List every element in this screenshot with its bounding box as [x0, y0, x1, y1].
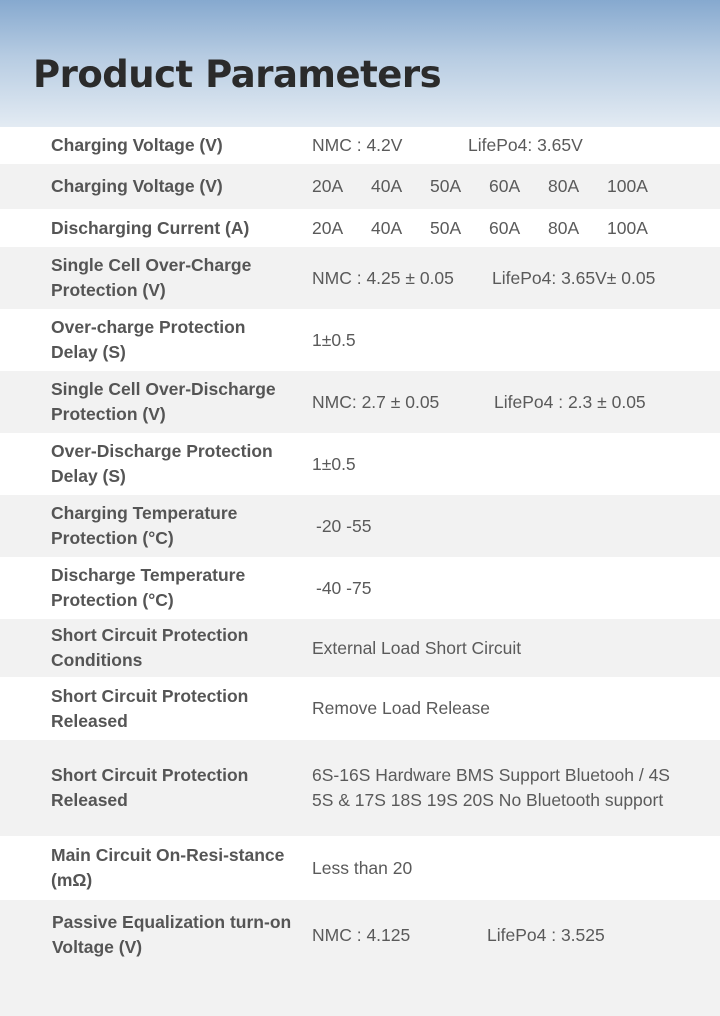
current-option: 60A [489, 217, 521, 238]
table-row [0, 495, 720, 557]
row-value [312, 209, 690, 247]
row-value: 1±0.5 [312, 329, 356, 350]
current-option: 50A [430, 176, 462, 196]
row-label: Discharging Current (A) [51, 217, 250, 238]
current-option: 40A [371, 176, 403, 196]
row-label: Discharge Temperature Protection (°C) [51, 565, 246, 610]
row-value: -40 -75 [316, 577, 372, 598]
lifepo4-value: LifePo4 : 3.525 [487, 925, 605, 945]
row-label: Charging Temperature Protection (°C) [51, 503, 238, 548]
table-row [0, 247, 720, 309]
row-value: Less than 20 [312, 857, 413, 878]
table-row [0, 371, 720, 433]
current-option: 100A [607, 176, 648, 196]
lifepo4-value: LifePo4: 3.65V± 0.05 [492, 267, 656, 288]
row-value [312, 247, 690, 309]
row-label: Single Cell Over-Charge Protection (V) [51, 255, 252, 300]
row-value [312, 164, 690, 209]
table-row [0, 740, 720, 836]
row-label: Passive Equalization turn-on Voltage (V) [52, 912, 292, 957]
row-label: Single Cell Over-Discharge Protection (V) [51, 379, 276, 424]
row-value [312, 900, 690, 972]
row-value [312, 371, 690, 433]
table-row [0, 164, 720, 209]
current-option: 80A [548, 176, 580, 196]
row-label: Short Circuit Protection Conditions [51, 625, 249, 670]
row-value: -20 -55 [316, 515, 372, 536]
table-row [0, 900, 720, 972]
page-title: Product Parameters [33, 53, 442, 96]
row-value [312, 127, 690, 164]
nmc-value: NMC : 4.25 ± 0.05 [312, 267, 454, 288]
table-row [0, 836, 720, 900]
table-row [0, 677, 720, 740]
row-value: External Load Short Circuit [312, 637, 522, 658]
table-row [0, 127, 720, 164]
row-value: 6S-16S Hardware BMS Support Bluetooh / 4S 5S & 17S 18S 19S 20S No Bluetooth support [312, 765, 670, 810]
row-label: Short Circuit Protection Released [51, 685, 249, 731]
row-label: Short Circuit Protection Released [51, 765, 249, 810]
row-label: Charging Voltage (V) [51, 176, 223, 196]
table-row [0, 209, 720, 247]
row-value: 1±0.5 [312, 453, 356, 474]
row-label: Over-Discharge Protection Delay (S) [51, 441, 273, 486]
current-option: 20A [312, 176, 344, 196]
parameters-table [0, 127, 720, 972]
current-option: 20A [312, 217, 344, 238]
current-option: 60A [489, 176, 521, 196]
row-label: Over-charge Protection Delay (S) [51, 317, 246, 362]
row-value: Remove Load Release [312, 698, 491, 718]
current-option: 100A [607, 217, 648, 238]
current-option: 40A [371, 217, 403, 238]
table-row [0, 309, 720, 371]
row-label: Main Circuit On-Resi-stance (mΩ) [51, 845, 285, 890]
table-row [0, 433, 720, 495]
current-option: 80A [548, 217, 580, 238]
table-row [0, 557, 720, 619]
lifepo4-value: LifePo4 : 2.3 ± 0.05 [494, 391, 646, 412]
header-banner [0, 0, 720, 127]
table-row [0, 619, 720, 677]
nmc-value: NMC : 4.125 [312, 925, 411, 945]
lifepo4-value: LifePo4: 3.65V [468, 135, 583, 155]
row-label: Charging Voltage (V) [51, 135, 223, 155]
nmc-value: NMC : 4.2V [312, 135, 403, 155]
current-option: 50A [430, 217, 462, 238]
nmc-value: NMC: 2.7 ± 0.05 [312, 391, 440, 412]
